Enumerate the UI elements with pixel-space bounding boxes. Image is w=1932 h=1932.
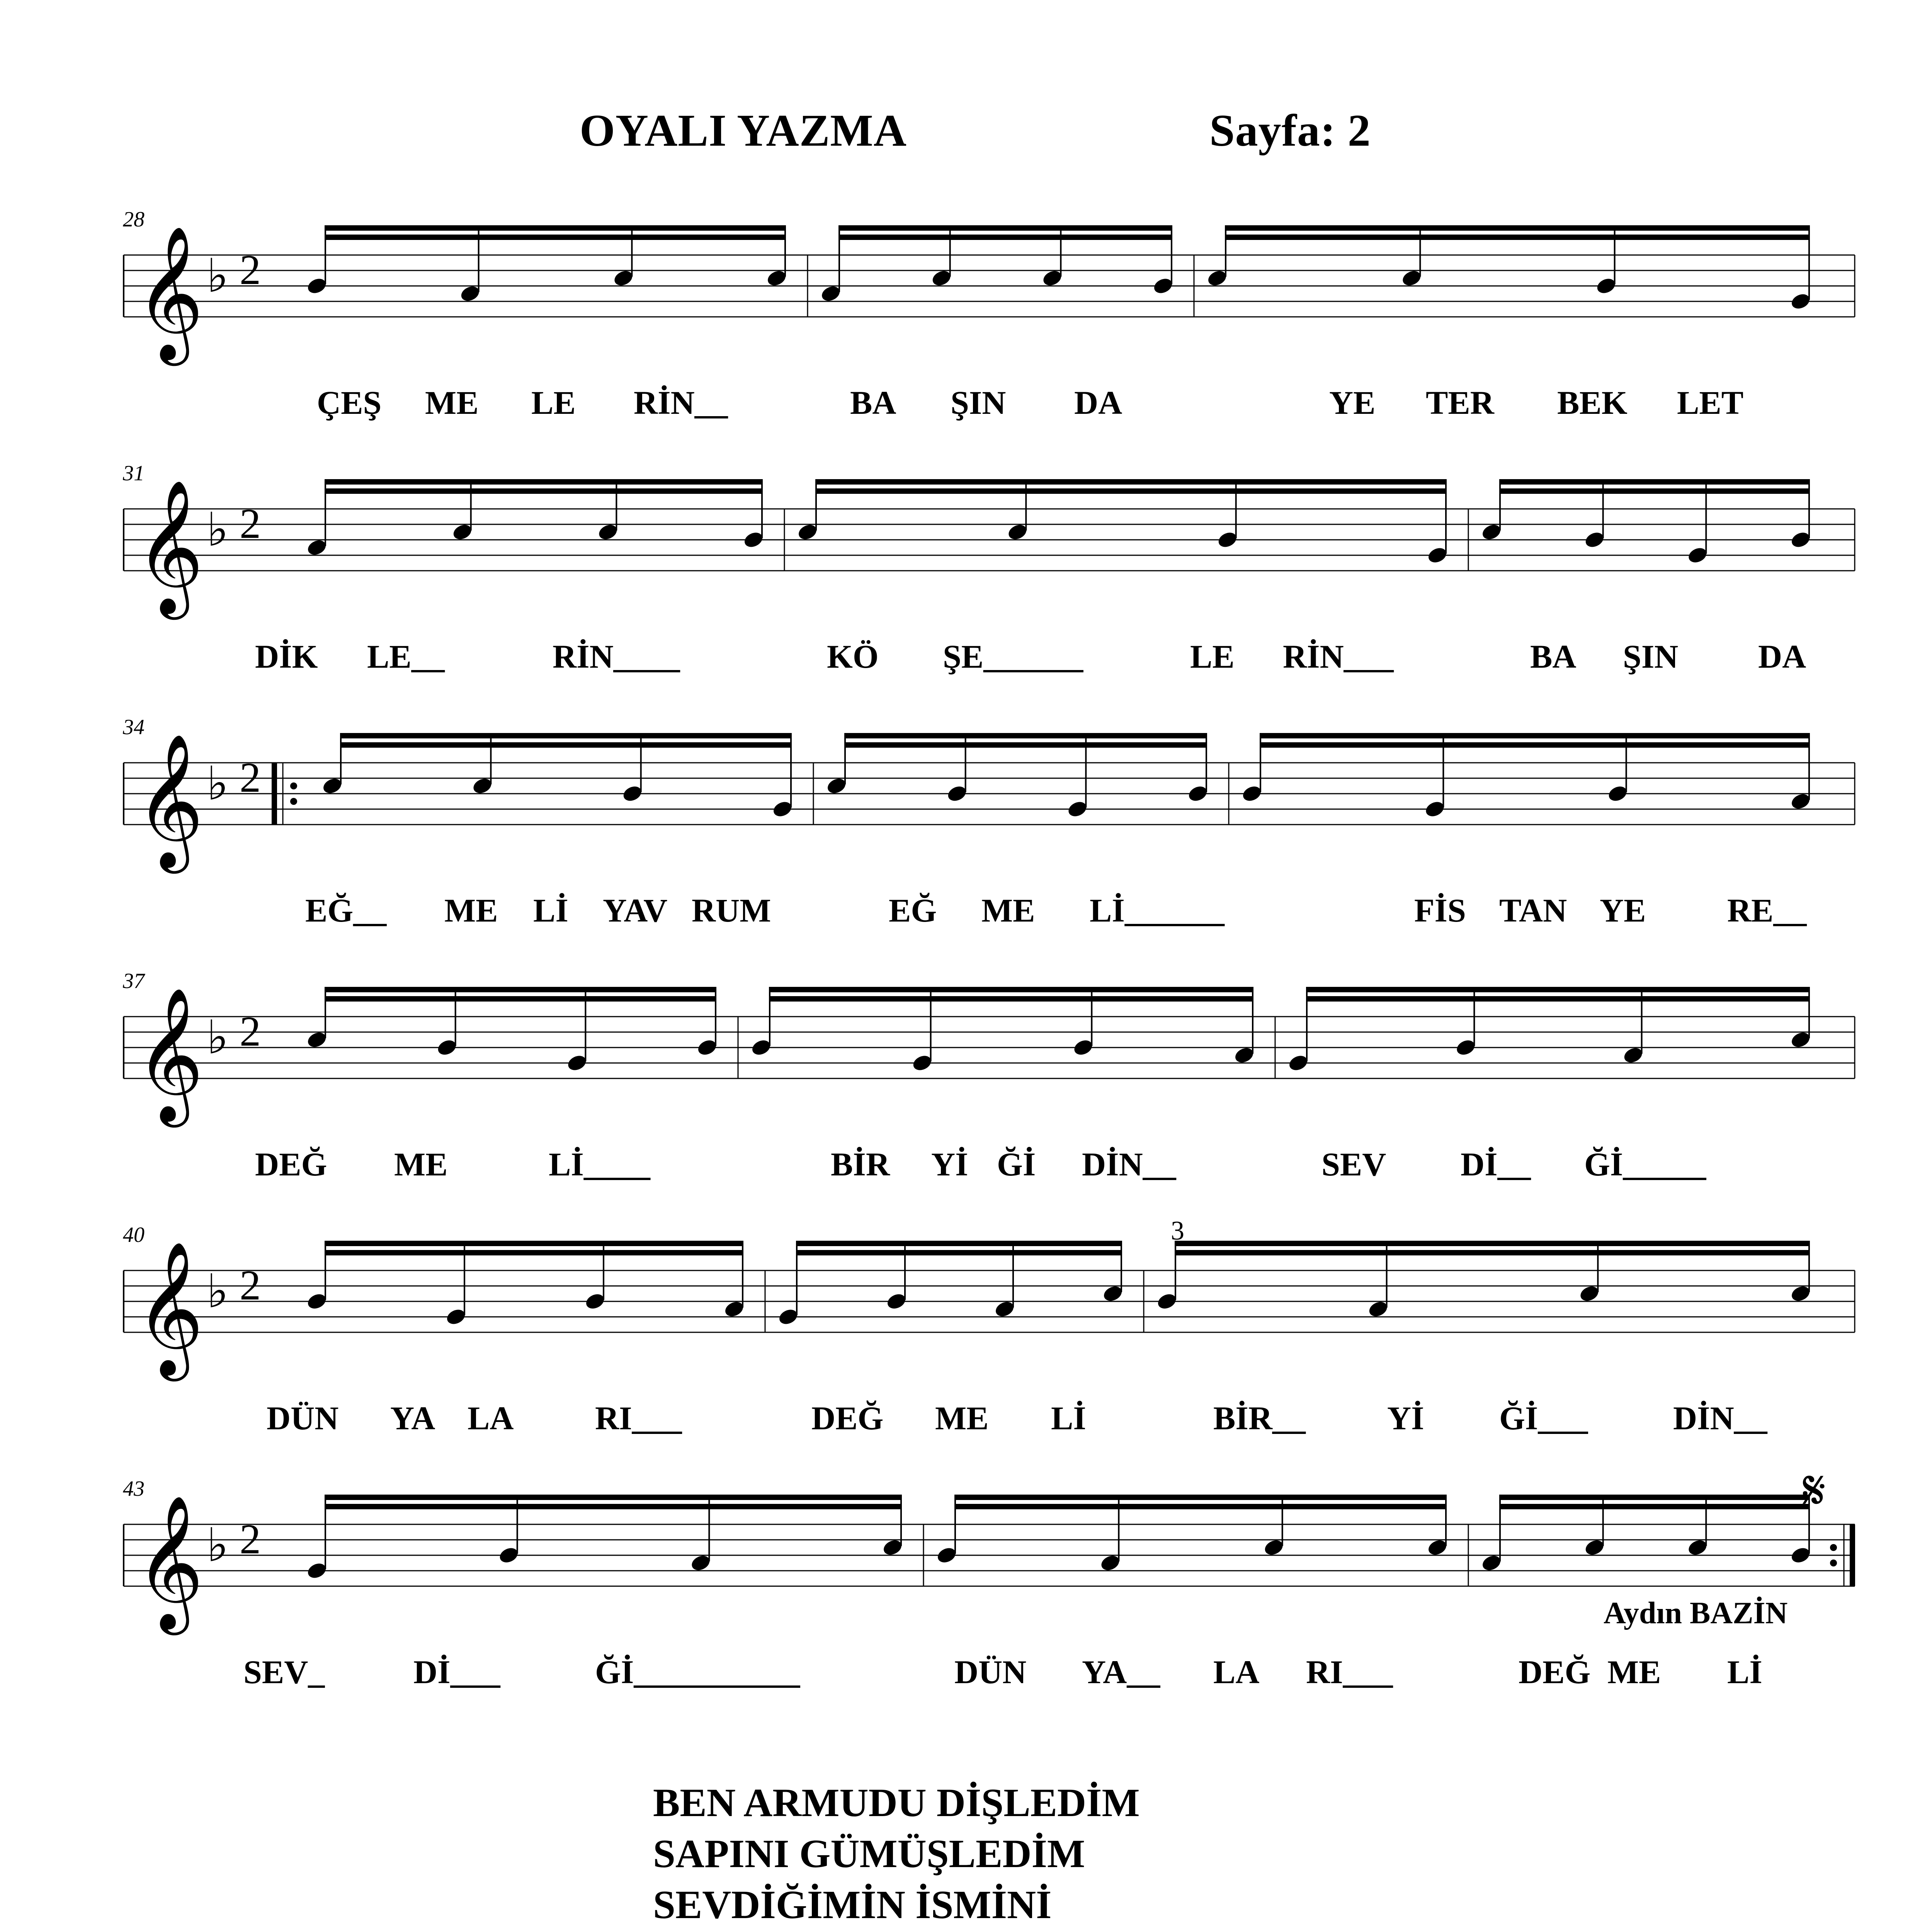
lyric: RİN___: [1283, 638, 1394, 675]
treble-clef: 𝄞: [135, 479, 204, 614]
key-signature-flat: ♭: [207, 503, 229, 557]
treble-clef: 𝄞: [135, 1494, 204, 1629]
verse-1: [653, 1777, 1192, 1932]
key-signature-flat: ♭: [207, 1265, 229, 1318]
lyric: LE: [1190, 638, 1235, 675]
treble-clef: 𝄞: [135, 1240, 204, 1375]
lyric: RI___: [1306, 1653, 1393, 1690]
lyric: RE__: [1727, 892, 1807, 929]
lyric: DİN__: [1082, 1146, 1176, 1183]
time-signature: 2: [240, 1515, 261, 1563]
measure-number: 43: [123, 1477, 145, 1501]
treble-clef: 𝄞: [135, 733, 204, 867]
measure-number: 37: [123, 969, 145, 993]
lyric: Ğİ: [997, 1146, 1036, 1183]
time-signature: 2: [240, 1008, 261, 1055]
lyric: RI___: [595, 1400, 682, 1437]
lyric: Lİ: [1051, 1400, 1086, 1437]
key-signature-flat: ♭: [207, 1011, 229, 1065]
lyric: BA: [850, 384, 896, 421]
lyric: KÖ: [827, 638, 879, 675]
verse-line: [653, 1930, 1192, 1932]
lyric: DÜN: [267, 1400, 339, 1437]
lyric: EĞ: [889, 892, 937, 929]
lyric: ME: [394, 1146, 448, 1183]
lyric: ŞIN: [1623, 638, 1679, 675]
lyric: ME: [935, 1400, 989, 1437]
lyric: LE: [531, 384, 576, 421]
lyric: Ğİ___: [1499, 1400, 1588, 1437]
lyric: DÜN: [954, 1653, 1027, 1690]
lyric: DA: [1758, 638, 1806, 675]
segno-sign: 𝄋: [1803, 1459, 1826, 1522]
lyric: BİR: [831, 1146, 890, 1183]
measure-number: 40: [123, 1223, 145, 1247]
lyric: BA: [1530, 638, 1577, 675]
measure-number: 28: [123, 207, 145, 231]
treble-clef: 𝄞: [135, 225, 204, 360]
lyric: RUM: [692, 892, 771, 929]
verse-line: SAPINI GÜMÜŞLEDİM: [653, 1832, 1085, 1876]
time-signature: 2: [240, 754, 261, 801]
lyric: Yİ: [1387, 1400, 1424, 1437]
lyric: FİS: [1414, 892, 1466, 929]
time-signature: 2: [240, 500, 261, 547]
lyric: YE: [1329, 384, 1376, 421]
lyric: DA: [1074, 384, 1122, 421]
lyric: Lİ____: [549, 1146, 650, 1183]
lyric: YE: [1600, 892, 1646, 929]
lyric: ME: [981, 892, 1035, 929]
lyric: ME: [444, 892, 498, 929]
key-signature-flat: ♭: [207, 757, 229, 811]
song-title: OYALI YAZMA: [580, 105, 907, 156]
lyric: Yİ: [931, 1146, 968, 1183]
lyric: ŞIN: [951, 384, 1006, 421]
lyric: Dİ__: [1461, 1146, 1531, 1183]
lyric: DEĞ: [255, 1146, 327, 1183]
lyric: DEĞ: [811, 1400, 884, 1437]
time-signature: 2: [240, 1262, 261, 1309]
lyric: SEV: [1321, 1146, 1386, 1183]
key-signature-flat: ♭: [207, 249, 229, 303]
lyric: DEĞ: [1519, 1653, 1591, 1690]
lyric: LA: [468, 1400, 514, 1437]
lyric: DİK: [255, 638, 318, 675]
lyric: ŞE______: [943, 638, 1083, 675]
lyric: EĞ__: [305, 892, 387, 929]
repeat-dot: [290, 798, 297, 805]
lyric: Ğİ_____: [1584, 1146, 1706, 1183]
measure-number: 31: [123, 461, 145, 485]
key-signature-flat: ♭: [207, 1519, 229, 1572]
lyric: DİN__: [1673, 1400, 1767, 1437]
lyric: RİN____: [553, 638, 680, 675]
lyric: ME: [425, 384, 479, 421]
lyric: TER: [1426, 384, 1494, 421]
lyric: BEK: [1557, 384, 1628, 421]
lyric: YA: [390, 1400, 435, 1437]
verse-line: SEVDİĞİMİN İSMİNİ: [653, 1883, 1052, 1927]
lyric: LET: [1677, 384, 1744, 421]
measure-number: 34: [123, 715, 145, 739]
lyric: YA__: [1082, 1653, 1160, 1690]
lyric: Dİ___: [413, 1653, 500, 1690]
lyric: ME: [1607, 1653, 1661, 1690]
repeat-dot: [1830, 1560, 1837, 1566]
lyric: TAN: [1499, 892, 1567, 929]
lyric: Ğİ__________: [595, 1653, 800, 1690]
composer-credit: Aydın BAZİN: [1604, 1596, 1788, 1630]
repeat-dot: [290, 782, 297, 789]
lyric: ÇEŞ: [317, 384, 382, 421]
tuplet-number: 3: [1171, 1216, 1184, 1246]
lyric: SEV_: [243, 1653, 325, 1690]
lyric: BİR__: [1213, 1400, 1306, 1437]
time-signature: 2: [240, 246, 261, 293]
lyric: Lİ: [533, 892, 568, 929]
treble-clef: 𝄞: [135, 986, 204, 1121]
repeat-dot: [1830, 1544, 1837, 1551]
lyric: RİN__: [634, 384, 728, 421]
lyric: LE__: [367, 638, 445, 675]
lyric: YAV: [603, 892, 668, 929]
verse-line: BEN ARMUDU DİŞLEDİM: [653, 1781, 1140, 1825]
verses: [653, 1777, 1192, 1932]
lyric: Lİ______: [1090, 892, 1225, 929]
lyric: LA: [1213, 1653, 1260, 1690]
lyric: Lİ: [1727, 1653, 1762, 1690]
page-label: Sayfa: 2: [1209, 105, 1371, 156]
